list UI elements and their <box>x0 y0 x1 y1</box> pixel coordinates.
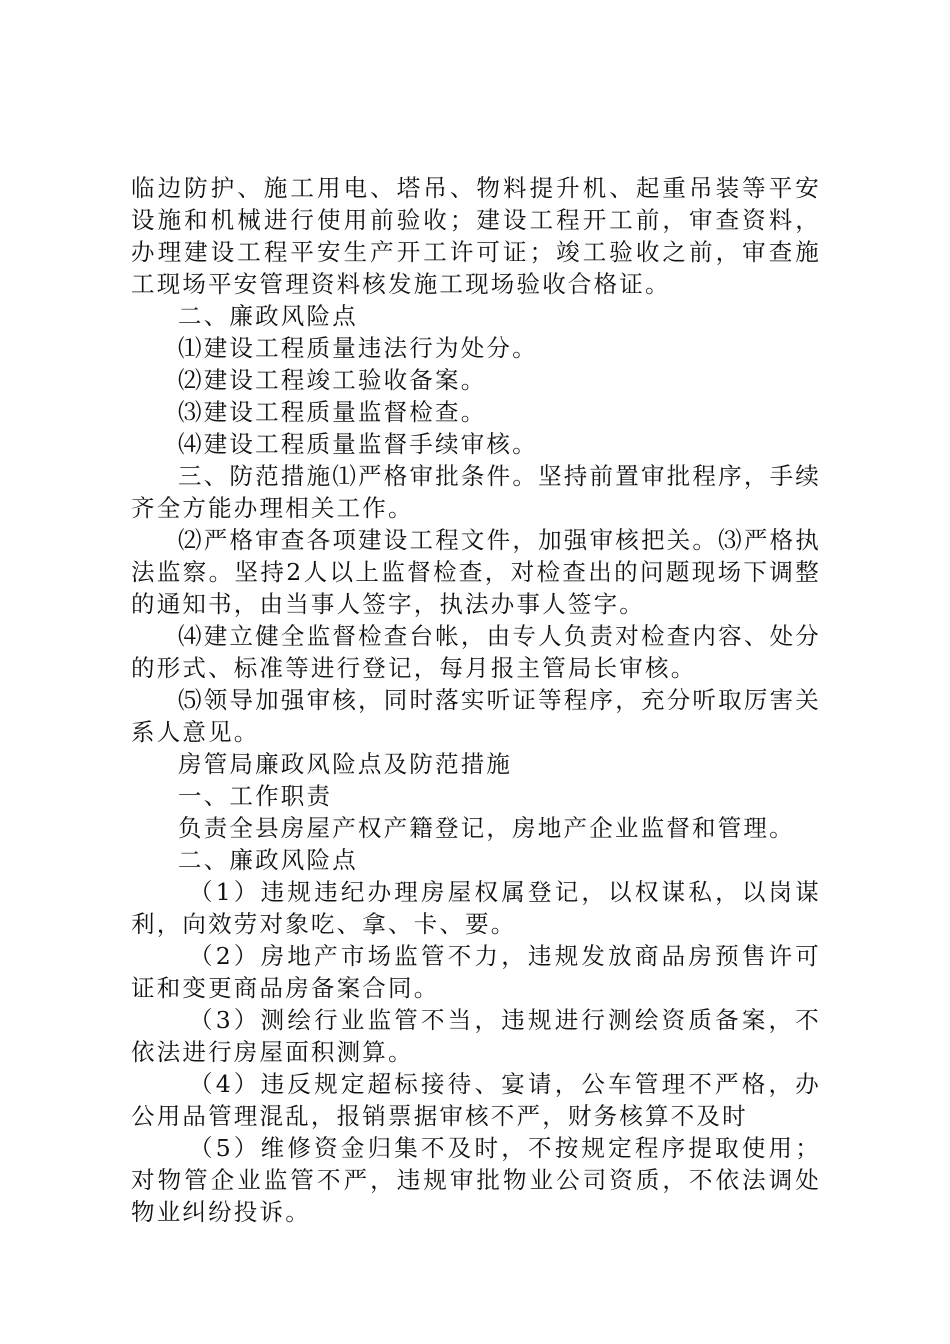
housing-risk-item-1: （1）违规违纪办理房屋权属登记，以权谋私，以岗谋利，向效劳对象吃、拿、卡、要。 <box>131 878 821 938</box>
housing-risk-item-4: （4）违反规定超标接待、宴请，公车管理不严格，办公用品管理混乱，报销票据审核不严，财务核算不及时 <box>131 1070 821 1130</box>
risk-item-4: ⑷建设工程质量监督手续审核。 <box>178 430 538 458</box>
heading-job-duties: 一、工作职责 <box>178 782 333 810</box>
heading-prevention-measures: 三、防范措施⑴严格审批条件。坚持前置审批程序，手续齐全方能办理相关工作。 <box>131 462 821 522</box>
housing-risk-item-5: （5）维修资金归集不及时，不按规定程序提取使用；对物管企业监管不严，违规审批物业公司资质，不依法调处物业纠纷投诉。 <box>131 1134 821 1226</box>
measure-2-3: ⑵严格审查各项建设工程文件，加强审核把关。⑶严格执法监察。坚持2人以上监督检查，对检查出的问题现场下调整的通知书，由当事人签字，执法办事人签字。 <box>131 526 821 618</box>
risk-item-1: ⑴建设工程质量违法行为处分。 <box>178 334 538 362</box>
housing-risk-item-3: （3）测绘行业监管不当，违规进行测绘资质备案，不依法进行房屋面积测算。 <box>131 1006 821 1066</box>
section-title-housing-bureau: 房管局廉政风险点及防范措施 <box>178 750 513 778</box>
paragraph-1: 临边防护、施工用电、塔吊、物料提升机、起重吊装等平安设施和机械进行使用前验收；建设工程开工前，审查资料，办理建设工程平安生产开工许可证；竣工验收之前，审查施工现场平安管理资料核发施工现场验收合格证。 <box>131 174 821 298</box>
heading-risk-points: 二、廉政风险点 <box>178 302 358 330</box>
document-body <box>131 172 821 1228</box>
measure-5: ⑸领导加强审核，同时落实听证等程序，充分听取厉害关系人意见。 <box>131 686 821 746</box>
heading-risk-points-2: 二、廉政风险点 <box>178 846 358 874</box>
risk-item-2: ⑵建设工程竣工验收备案。 <box>178 366 487 394</box>
housing-risk-item-2: （2）房地产市场监管不力，违规发放商品房预售许可证和变更商品房备案合同。 <box>131 942 821 1002</box>
job-duties-text: 负责全县房屋产权产籍登记，房地产企业监督和管理。 <box>178 814 795 842</box>
measure-4: ⑷建立健全监督检查台帐，由专人负责对检查内容、处分的形式、标准等进行登记，每月报主管局长审核。 <box>131 622 821 682</box>
risk-item-3: ⑶建设工程质量监督检查。 <box>178 398 487 426</box>
